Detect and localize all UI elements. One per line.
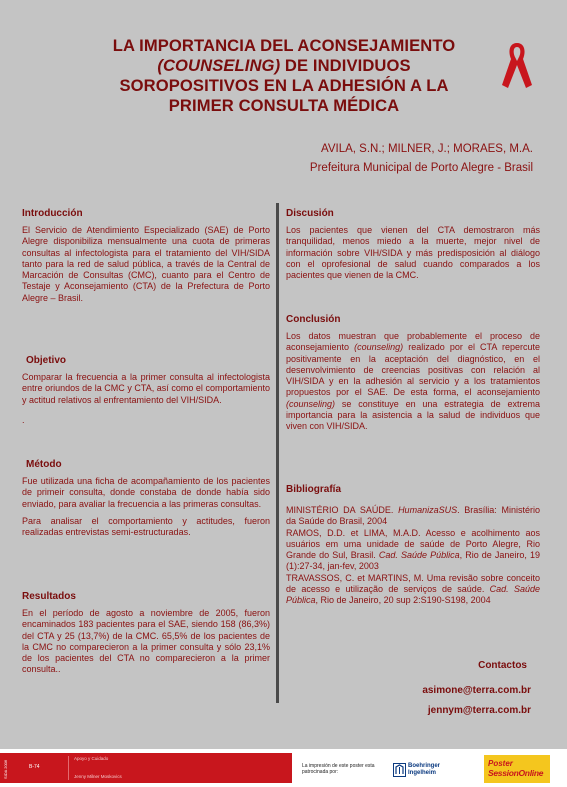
text-resultados: En el período de agosto a noviembre de 2005, fueron encaminados 183 pacientes para el SAE, siendo 158 (86,3%) del CTA y 25 (13,7%) de la CMC. 65,5% de los pacientes de la CMC no comparecieron a la primer consulta y sólo 23,1% de los pacientes del CTA no comparecieron a la primer consulta.. — [22, 608, 270, 675]
title-line-4: PRIMER CONSULTA MÉDICA — [168, 96, 400, 115]
ref2-a: RAMOS, D.D. et LIMA, M.A.D. Acesso e acolhimento aos usuários em uma unidade de saúde de Porto Alegre, Rio Grande do Sul, Brasil. — [286, 527, 540, 561]
conclusion-part-3: se constituye en una estrategia de extrema importancia para la asistencia a la salud de individuos que viven con VIH/SIDA. — [286, 398, 540, 432]
ref1-italic: HumanizaSUS — [398, 505, 458, 515]
reference-2 — [286, 528, 540, 573]
poster-title — [70, 36, 498, 116]
text-discusion: Los pacientes que vienen del CTA demostraron más tranquilidad, menos miedo a la muerte, mejor nivel de información sobre VIH/SIDA y más predisposición al diálogo con el oprofesional de salud cuando comparados a los pacientes que vienen de la CMC. — [286, 225, 540, 281]
title-line-1: LA IMPORTANCIA DEL ACONSEJAMIENTO — [112, 36, 456, 55]
reference-1 — [286, 505, 540, 528]
email-link-2[interactable]: jennym@terra.com.br — [427, 705, 531, 716]
section-introduccion — [22, 208, 270, 304]
footer-presenter: Jenny Milner Moskovics — [74, 774, 122, 779]
bi-line-1: Boehringer — [408, 763, 441, 769]
poster-number: B-74 — [29, 764, 40, 770]
section-bibliografia — [286, 484, 540, 607]
title-line-2 — [70, 56, 498, 76]
ref3-b: , Rio de Janeiro, 20 sup 2:S190-S198, 2004 — [315, 595, 491, 606]
text-metodo-1: Fue utilizada una ficha de acompañamiento de los pacientes de primeir consulta, donde constaba de donde había sido enviado, para avaliar la frecuencia a las primeras consultas. — [22, 476, 270, 509]
conclusion-part-2: realizado por el CTA repercute positivamente en la aceptación del diagnóstico, en el desenvolvimiento de creencias positivas con relación al VIH/SIDA y en la adhesión al servicio y a los tratamientos propuestos por el SAE. De esta forma, el aconsejamiento — [286, 342, 540, 398]
text-metodo-2: Para analisar el comportamiento y actitudes, fueron realizadas entrevistas semi-estructuradas. — [22, 515, 270, 538]
heading-discusion: Discusión — [286, 208, 334, 219]
section-discusion — [286, 208, 540, 281]
conclusion-counseling-2: (counseling) — [286, 398, 336, 409]
title-counseling: (COUNSELING) — [157, 56, 281, 75]
conclusion-part-1: Los datos muestran que probablemente el proceso de aconsejamiento — [286, 331, 540, 353]
footer-topic: Apoyo y Cuidado — [74, 756, 109, 761]
boehringer-logo-icon — [393, 763, 406, 777]
contacts-block — [422, 660, 531, 721]
ps-line-1: Poster — [488, 759, 513, 768]
footer-red-band — [0, 753, 292, 783]
title-line-3: SOROPOSITIVOS EN LA ADHESIÓN A LA — [119, 76, 449, 95]
footer-vertical-text: SIDA 2006 — [3, 759, 8, 779]
text-objetivo: Comparar la frecuencia a la primer consulta al infectologista entre oriundos de la CMC y CTA, así como el comportamiento y actitud relativos al enfrentamiento del VIH/SIDA. — [22, 372, 270, 405]
aids-ribbon-icon — [500, 40, 534, 90]
heading-metodo: Método — [26, 459, 62, 470]
ref2-italic: Cad. Saúde Pública — [378, 550, 460, 561]
ref2-b: , Rio de Janeiro, 19 (1):27-34, jan-fev, 2003 — [286, 550, 541, 572]
ref1-a: MINISTÉRIO DA SAÚDE. — [286, 505, 399, 515]
contacts-label: Contactos — [478, 660, 527, 671]
heading-introduccion: Introducción — [22, 208, 83, 219]
footer — [0, 749, 567, 787]
ref3-italic: Cad. Saúde Pública — [286, 584, 540, 606]
heading-resultados: Resultados — [22, 591, 76, 602]
reference-3 — [286, 573, 540, 607]
ref3-a: TRAVASSOS, C. et MARTINS, M. Uma revisão sobre conceito de acesso e utilização de serviços de saúde. — [286, 572, 540, 595]
poster-session-logo — [484, 755, 550, 783]
objetivo-dot: . — [22, 414, 25, 425]
ref1-b: . Brasília: Ministério da Saúde do Brasil, 2004 — [286, 505, 540, 527]
heading-conclusion: Conclusión — [286, 314, 341, 325]
text-introduccion: El Servicio de Atendimiento Especializado (SAE) de Porto Alegre disponibiliza mensualmente una cuota de primeras consultas al infectologista para el tratamiento del VIH/SIDA tanto para la red de salud pública, a través de la Central de Marcación de Consultas (CMC), cuanto para el Centro de Testaje y Aconsejamiento (CTA) de la Prefectura de Porto Alegre – Brasil. — [22, 225, 270, 303]
section-resultados — [22, 591, 270, 676]
title-line-2-rest: DE INDIVIDUOS — [280, 56, 411, 75]
boehringer-logo — [393, 761, 449, 779]
section-objetivo — [22, 355, 270, 426]
email-link-1[interactable]: asimone@terra.com.br — [422, 685, 531, 696]
ps-line-2: SessionOnline — [488, 768, 544, 778]
footer-separator — [68, 756, 69, 780]
heading-objetivo: Objetivo — [26, 355, 67, 366]
section-conclusion — [286, 314, 540, 433]
text-conclusion — [286, 331, 540, 433]
authors-block — [310, 140, 533, 178]
sponsor-text: La impresión de este poster esta patrocinada por: — [302, 763, 375, 775]
bi-line-2: Ingelheim — [408, 770, 437, 776]
authors: AVILA, S.N.; MILNER, J.; MORAES, M.A. — [321, 143, 533, 155]
boehringer-text — [408, 763, 440, 777]
heading-bibliografia: Bibliografía — [286, 484, 342, 495]
column-divider — [276, 203, 279, 703]
affiliation: Prefeitura Municipal de Porto Alegre - Brasil — [309, 162, 533, 174]
section-metodo — [22, 459, 270, 538]
conclusion-counseling-1: (counseling) — [354, 342, 404, 353]
